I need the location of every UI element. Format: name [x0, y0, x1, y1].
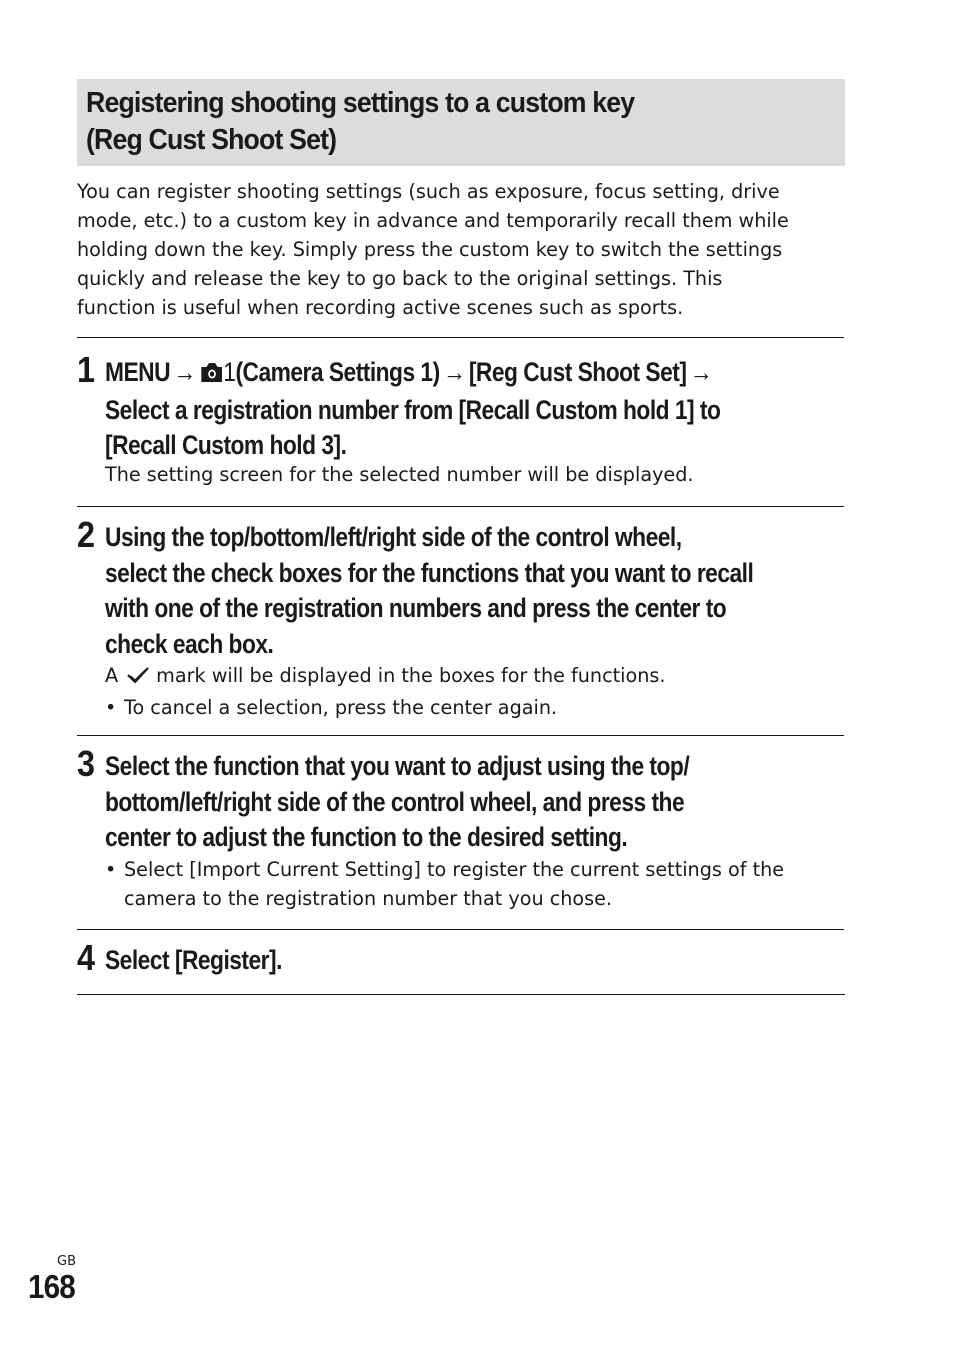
camera-settings-label: (Camera Settings 1)	[235, 357, 440, 387]
section-title-line: Registering shooting settings to a custom key	[86, 87, 635, 119]
checkmark-icon	[126, 664, 150, 693]
arrow-right-icon: →	[173, 357, 196, 387]
divider	[77, 929, 844, 930]
camera-icon	[199, 357, 223, 393]
bullet: •	[105, 858, 117, 881]
step-heading-line: bottom/left/right side of the control wheel, and press the	[105, 786, 685, 817]
step-heading-line: Select a registration number from [Recall Custom hold 1] to	[105, 394, 721, 425]
step-heading-line: center to adjust the function to the desired setting.	[105, 822, 628, 852]
step-heading	[105, 749, 689, 856]
step-number: 4	[77, 937, 96, 978]
divider	[77, 994, 845, 995]
bullet-text: camera to the registration number that you chose.	[124, 887, 613, 910]
page-number: 168	[28, 1268, 75, 1305]
bullet: •	[105, 696, 117, 719]
step-heading-line: Select the function that you want to adjust using the top/	[105, 751, 690, 781]
step-heading-line: select the check boxes for the functions that you want to recall	[105, 557, 754, 588]
note-text: A	[105, 664, 119, 687]
divider	[77, 337, 844, 338]
step-heading: Select [Register].	[105, 945, 282, 975]
note-text: mark will be displayed in the boxes for the functions.	[156, 664, 666, 687]
step-heading	[105, 520, 753, 662]
step-number: 1	[77, 349, 96, 390]
section-title	[77, 79, 845, 166]
step-note	[105, 855, 784, 913]
step-note: The setting screen for the selected number will be displayed.	[105, 463, 694, 486]
step-number: 2	[77, 514, 96, 555]
intro-line: mode, etc.) to a custom key in advance and temporarily recall them while	[77, 209, 789, 232]
bullet-text: To cancel a selection, press the center again.	[124, 696, 558, 719]
step-heading-line: Using the top/bottom/left/right side of the control wheel,	[105, 522, 682, 552]
step-heading-line: [Recall Custom hold 3].	[105, 430, 347, 460]
step-number: 3	[77, 743, 96, 784]
region-label: GB	[57, 1254, 76, 1269]
step-heading-line: with one of the registration numbers and press the center to	[105, 593, 727, 623]
bullet-text: Select [Import Current Setting] to register the current settings of the	[124, 858, 785, 881]
intro-line: function is useful when recording active scenes such as sports.	[77, 296, 684, 319]
section-title-line: (Reg Cust Shoot Set)	[86, 124, 337, 156]
menu-label: MENU	[105, 357, 171, 387]
step-heading-line: check each box.	[105, 628, 274, 659]
intro-paragraph	[77, 177, 847, 322]
intro-line: quickly and release the key to go back to the original settings. This	[77, 267, 723, 290]
divider	[77, 506, 844, 507]
intro-line: You can register shooting settings (such as exposure, focus setting, drive	[77, 180, 780, 203]
intro-line: holding down the key. Simply press the custom key to switch the settings	[77, 238, 783, 261]
reg-cust-label: [Reg Cust Shoot Set]	[468, 357, 687, 387]
arrow-right-icon: →	[443, 357, 466, 387]
divider	[77, 735, 844, 736]
arrow-right-icon: →	[689, 357, 713, 387]
step-heading	[105, 355, 720, 464]
step-note	[105, 661, 666, 722]
camera-settings-index: 1	[223, 357, 236, 387]
